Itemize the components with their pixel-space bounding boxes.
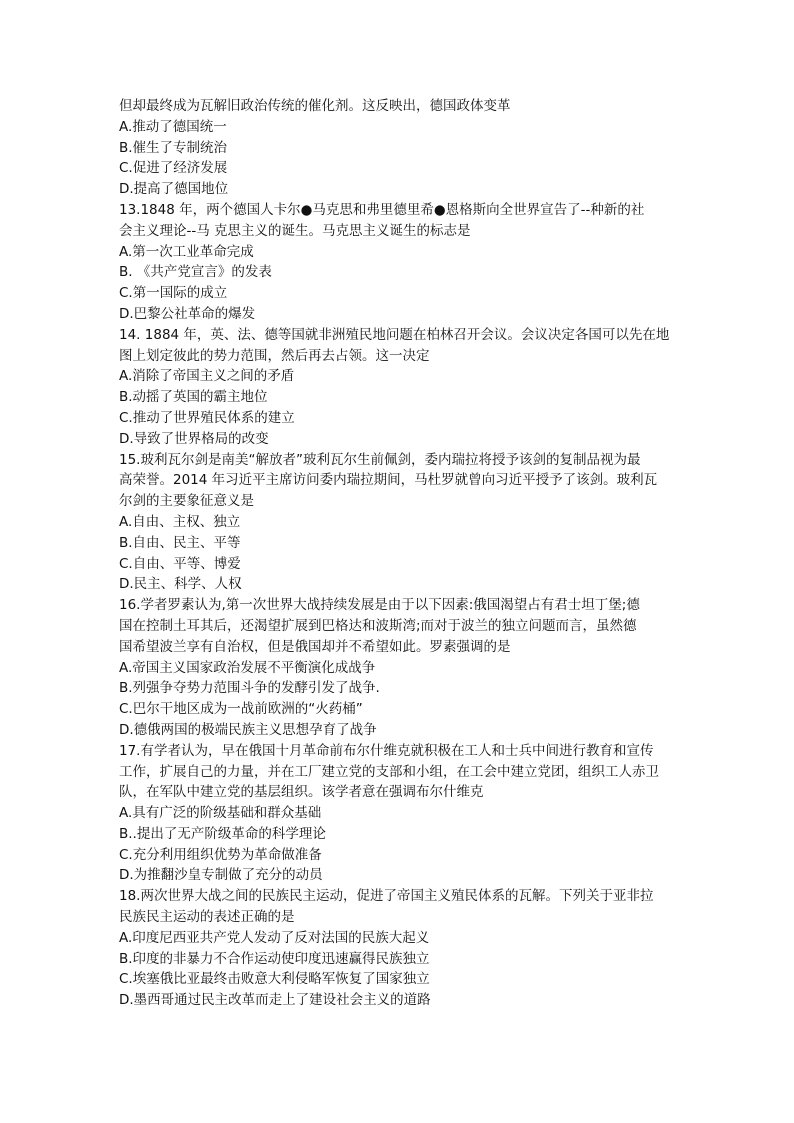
- question-stem-line: 工作，扩展自己的力量，并在工厂建立党的支部和小组，在工会中建立党团，组织工人赤卫: [119, 763, 659, 780]
- question-stem-line: 国在控制土耳其后，还渴望扩展到巴格达和波斯湾;而对于波兰的独立问题而言，虽然德: [119, 617, 637, 634]
- option-a: A.帝国主义国家政治发展不平衡演化成战争: [119, 659, 376, 676]
- question-stem-line: 尔剑的主要象征意义是: [119, 493, 254, 510]
- option-a: A.第一次工业革命完成: [119, 243, 254, 260]
- option-b: B.催生了专制统治: [119, 139, 228, 156]
- option-b: B.列强争夺势力范围斗争的发酵引发了战争.: [119, 680, 380, 697]
- option-c: C.自由、平等、博爱: [119, 555, 241, 572]
- question-stem-line: 13.1848 年，两个德国人卡尔●马克思和弗里德里希●恩格斯向全世界宣告了--种新的社: [119, 201, 645, 218]
- option-c: C.巴尔干地区成为一战前欧洲的“火药桶”: [119, 701, 363, 718]
- option-d: D.为推翻沙皇专制做了充分的动员: [119, 867, 323, 884]
- option-a: A.自由、主权、独立: [119, 513, 241, 530]
- question-stem-line: 16.学者罗素认为,第一次世界大战持续发展是由于以下因素:俄国渴望占有君士坦丁堡;德: [119, 597, 640, 614]
- option-c: C.推动了世界殖民体系的建立: [119, 409, 295, 426]
- question-17: [119, 741, 679, 887]
- question-16: [119, 595, 679, 741]
- question-15: [119, 450, 679, 596]
- option-a: A.推动了德国统一: [119, 118, 227, 135]
- option-d: D.巴黎公社革命的爆发: [119, 305, 256, 322]
- question-stem-line: 队，在军队中建立党的基层组织。该学者意在强调布尔什维克: [119, 784, 484, 801]
- question-stem-line: 图上划定彼此的势力范围，然后再去占领。这一决定: [119, 347, 430, 364]
- exam-page: [119, 96, 679, 1011]
- question-12-continuation: [119, 96, 679, 200]
- option-b: B.自由、民主、平等: [119, 534, 241, 551]
- question-stem-line: 但却最终成为瓦解旧政治传统的催化剂。这反映出，德国政体变革: [119, 98, 511, 114]
- question-stem-line: 会主义理论--马 克思主义的诞生。马克思主义诞生的标志是: [119, 222, 471, 239]
- option-b: B. 《共产党宣言》的发表: [119, 264, 272, 281]
- option-d: D.民主、科学、人权: [119, 576, 242, 593]
- question-stem-line: 民族民主运动的表述正确的是: [119, 909, 295, 926]
- option-d: D.墨西哥通过民主改革而走上了建设社会主义的道路: [119, 992, 431, 1009]
- question-stem-line: 18.两次世界大战之间的民族民主运动，促进了帝国主义殖民体系的瓦解。下列关于亚非拉: [119, 888, 654, 905]
- option-a: A.印度尼西亚共产党人发动了反对法国的民族大起义: [119, 929, 430, 946]
- option-d: D.德俄两国的极端民族主义思想孕育了战争: [119, 721, 377, 738]
- option-a: A.消除了帝国主义之间的矛盾: [119, 368, 295, 385]
- option-d: D.导致了世界格局的改变: [119, 430, 269, 447]
- question-stem-line: 高荣誉。2014 年习近平主席访问委内瑞拉期间，马杜罗就曾向习近平授予了该剑。玻利瓦: [119, 472, 658, 489]
- question-18: [119, 886, 679, 1011]
- option-b: B.动摇了英国的霸主地位: [119, 389, 268, 406]
- option-c: C.埃塞俄比亚最终击败意大利侵略军恢复了国家独立: [119, 971, 430, 988]
- question-stem-line: 17.有学者认为，早在俄国十月革命前布尔什维克就积极在工人和士兵中间进行教育和宣传: [119, 742, 654, 759]
- option-d: D.提高了德国地位: [119, 181, 229, 198]
- question-13: [119, 200, 679, 325]
- question-14: [119, 325, 679, 450]
- option-b: B..提出了无产阶级革命的科学理论: [119, 825, 326, 842]
- option-c: C.充分利用组织优势为革命做准备: [119, 846, 322, 863]
- option-c: C.促进了经济发展: [119, 160, 228, 177]
- question-stem-line: 14. 1884 年，英、法、德等国就非洲殖民地问题在柏林召开会议。会议决定各国可以先在地: [119, 326, 670, 343]
- question-stem-line: 国希望波兰享有自治权，但是俄国却并不希望如此。罗素强调的是: [119, 638, 511, 655]
- option-a: A.具有广泛的阶级基础和群众基础: [119, 805, 322, 822]
- option-c: C.第一国际的成立: [119, 285, 228, 302]
- question-stem-line: 15.玻利瓦尔剑是南美“解放者”玻利瓦尔生前佩剑，委内瑞拉将授予该剑的复制品视为最: [119, 451, 641, 468]
- option-b: B.印度的非暴力不合作运动使印度迅速赢得民族独立: [119, 950, 430, 967]
